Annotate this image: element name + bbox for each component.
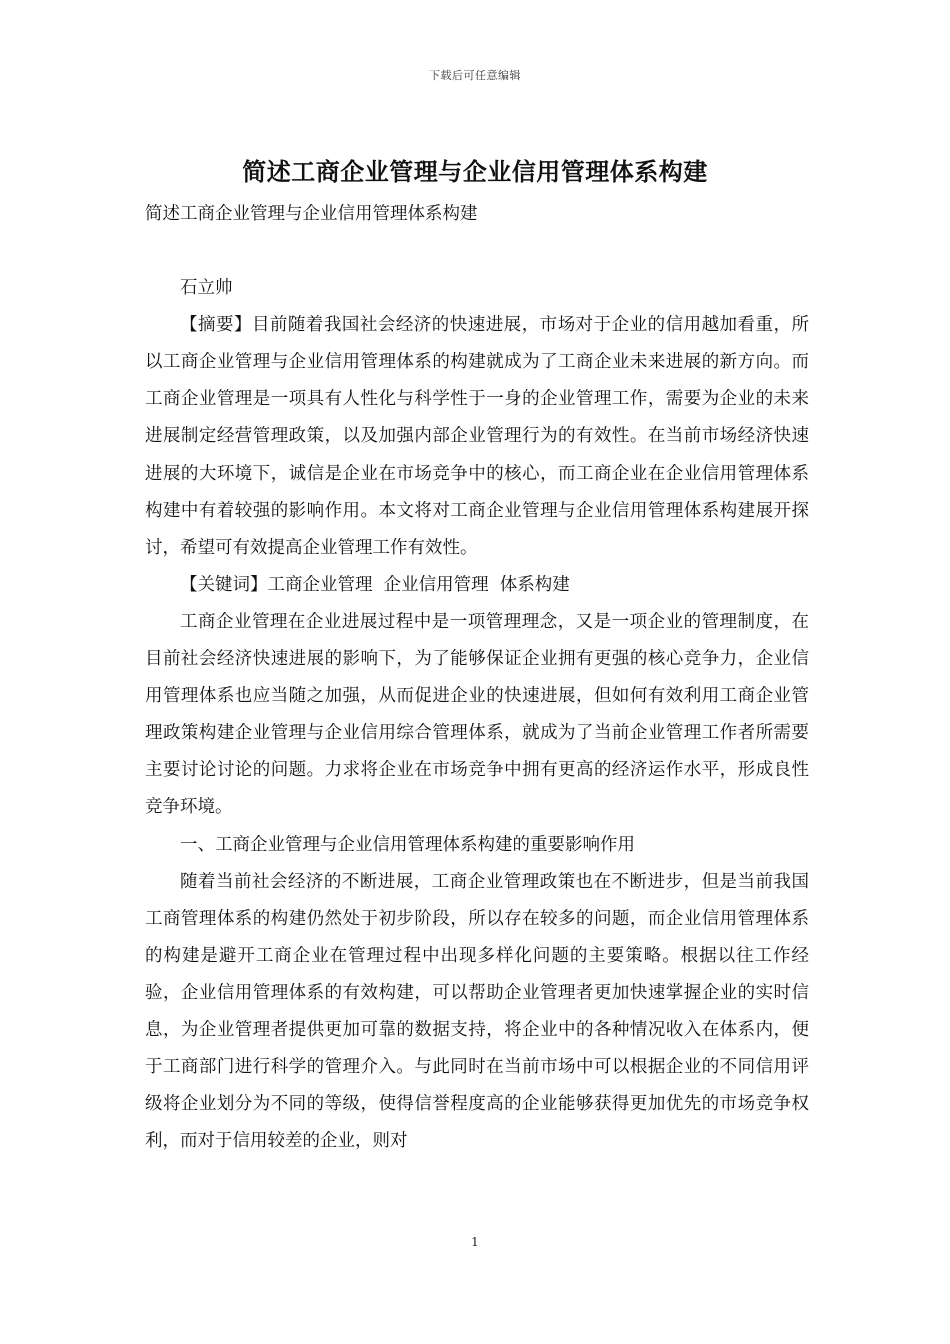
- intro-paragraph: 工商企业管理在企业进展过程中是一项管理理念，又是一项企业的管理制度，在目前社会经济快速进展的影响下，为了能够保证企业拥有更强的核心竞争力，企业信用管理体系也应当随之加强，从而促进企业的快速进展，但如何有效利用工商企业管理政策构建企业管理与企业信用综合管理体系，就成为了当前企业管理工作者所需要主要讨论讨论的问题。力求将企业在市场竞争中拥有更高的经济运作水平，形成良性竞争环境。: [145, 611, 809, 818]
- section-paragraph: 随着当前社会经济的不断进展，工商企业管理政策也在不断进步，但是当前我国工商管理体系的构建仍然处于初步阶段，所以存在较多的问题，而企业信用管理体系的构建是避开工商企业在管理过程中出现多样化问题的主要策略。根据以往工作经验，企业信用管理体系的有效构建，可以帮助企业管理者更加快速掌握企业的实时信息，为企业管理者提供更加可靠的数据支持，将企业中的各种情况收入在体系内，便于工商部门进行科学的管理介入。与此同时在当前市场中可以根据企业的不同信用评级将企业划分为不同的等级，使得信誉程度高的企业能够获得更加优先的市场竞争权利，而对于信用较差的企业，则对: [145, 871, 809, 1152]
- document-title: 简述工商企业管理与企业信用管理体系构建: [242, 157, 708, 186]
- keywords-line: 【关键词】工商企业管理 企业信用管理 体系构建: [180, 574, 570, 595]
- author-name: 石立帅: [180, 278, 233, 299]
- blank-line: [145, 233, 809, 270]
- document-subtitle: 简述工商企业管理与企业信用管理体系构建: [145, 204, 478, 224]
- section-heading: 一、工商企业管理与企业信用管理体系构建的重要影响作用: [180, 834, 635, 855]
- abstract-paragraph: 【摘要】目前随着我国社会经济的快速进展，市场对于企业的信用越加看重，所以工商企业管理与企业信用管理体系的构建就成为了工商企业未来进展的新方向。而工商企业管理是一项具有人性化与科学性于一身的企业管理工作，需要为企业的未来进展制定经营管理政策，以及加强内部企业管理行为的有效性。在当前市场经济快速进展的大环境下，诚信是企业在市场竞争中的核心，而工商企业在企业信用管理体系构建中有着较强的影响作用。本文将对工商企业管理与企业信用管理体系构建展开探讨，希望可有效提高企业管理工作有效性。: [145, 315, 809, 558]
- page-number: 1: [471, 1235, 479, 1249]
- document-body: [145, 196, 809, 1160]
- header-note: 下载后可任意编辑: [429, 69, 521, 82]
